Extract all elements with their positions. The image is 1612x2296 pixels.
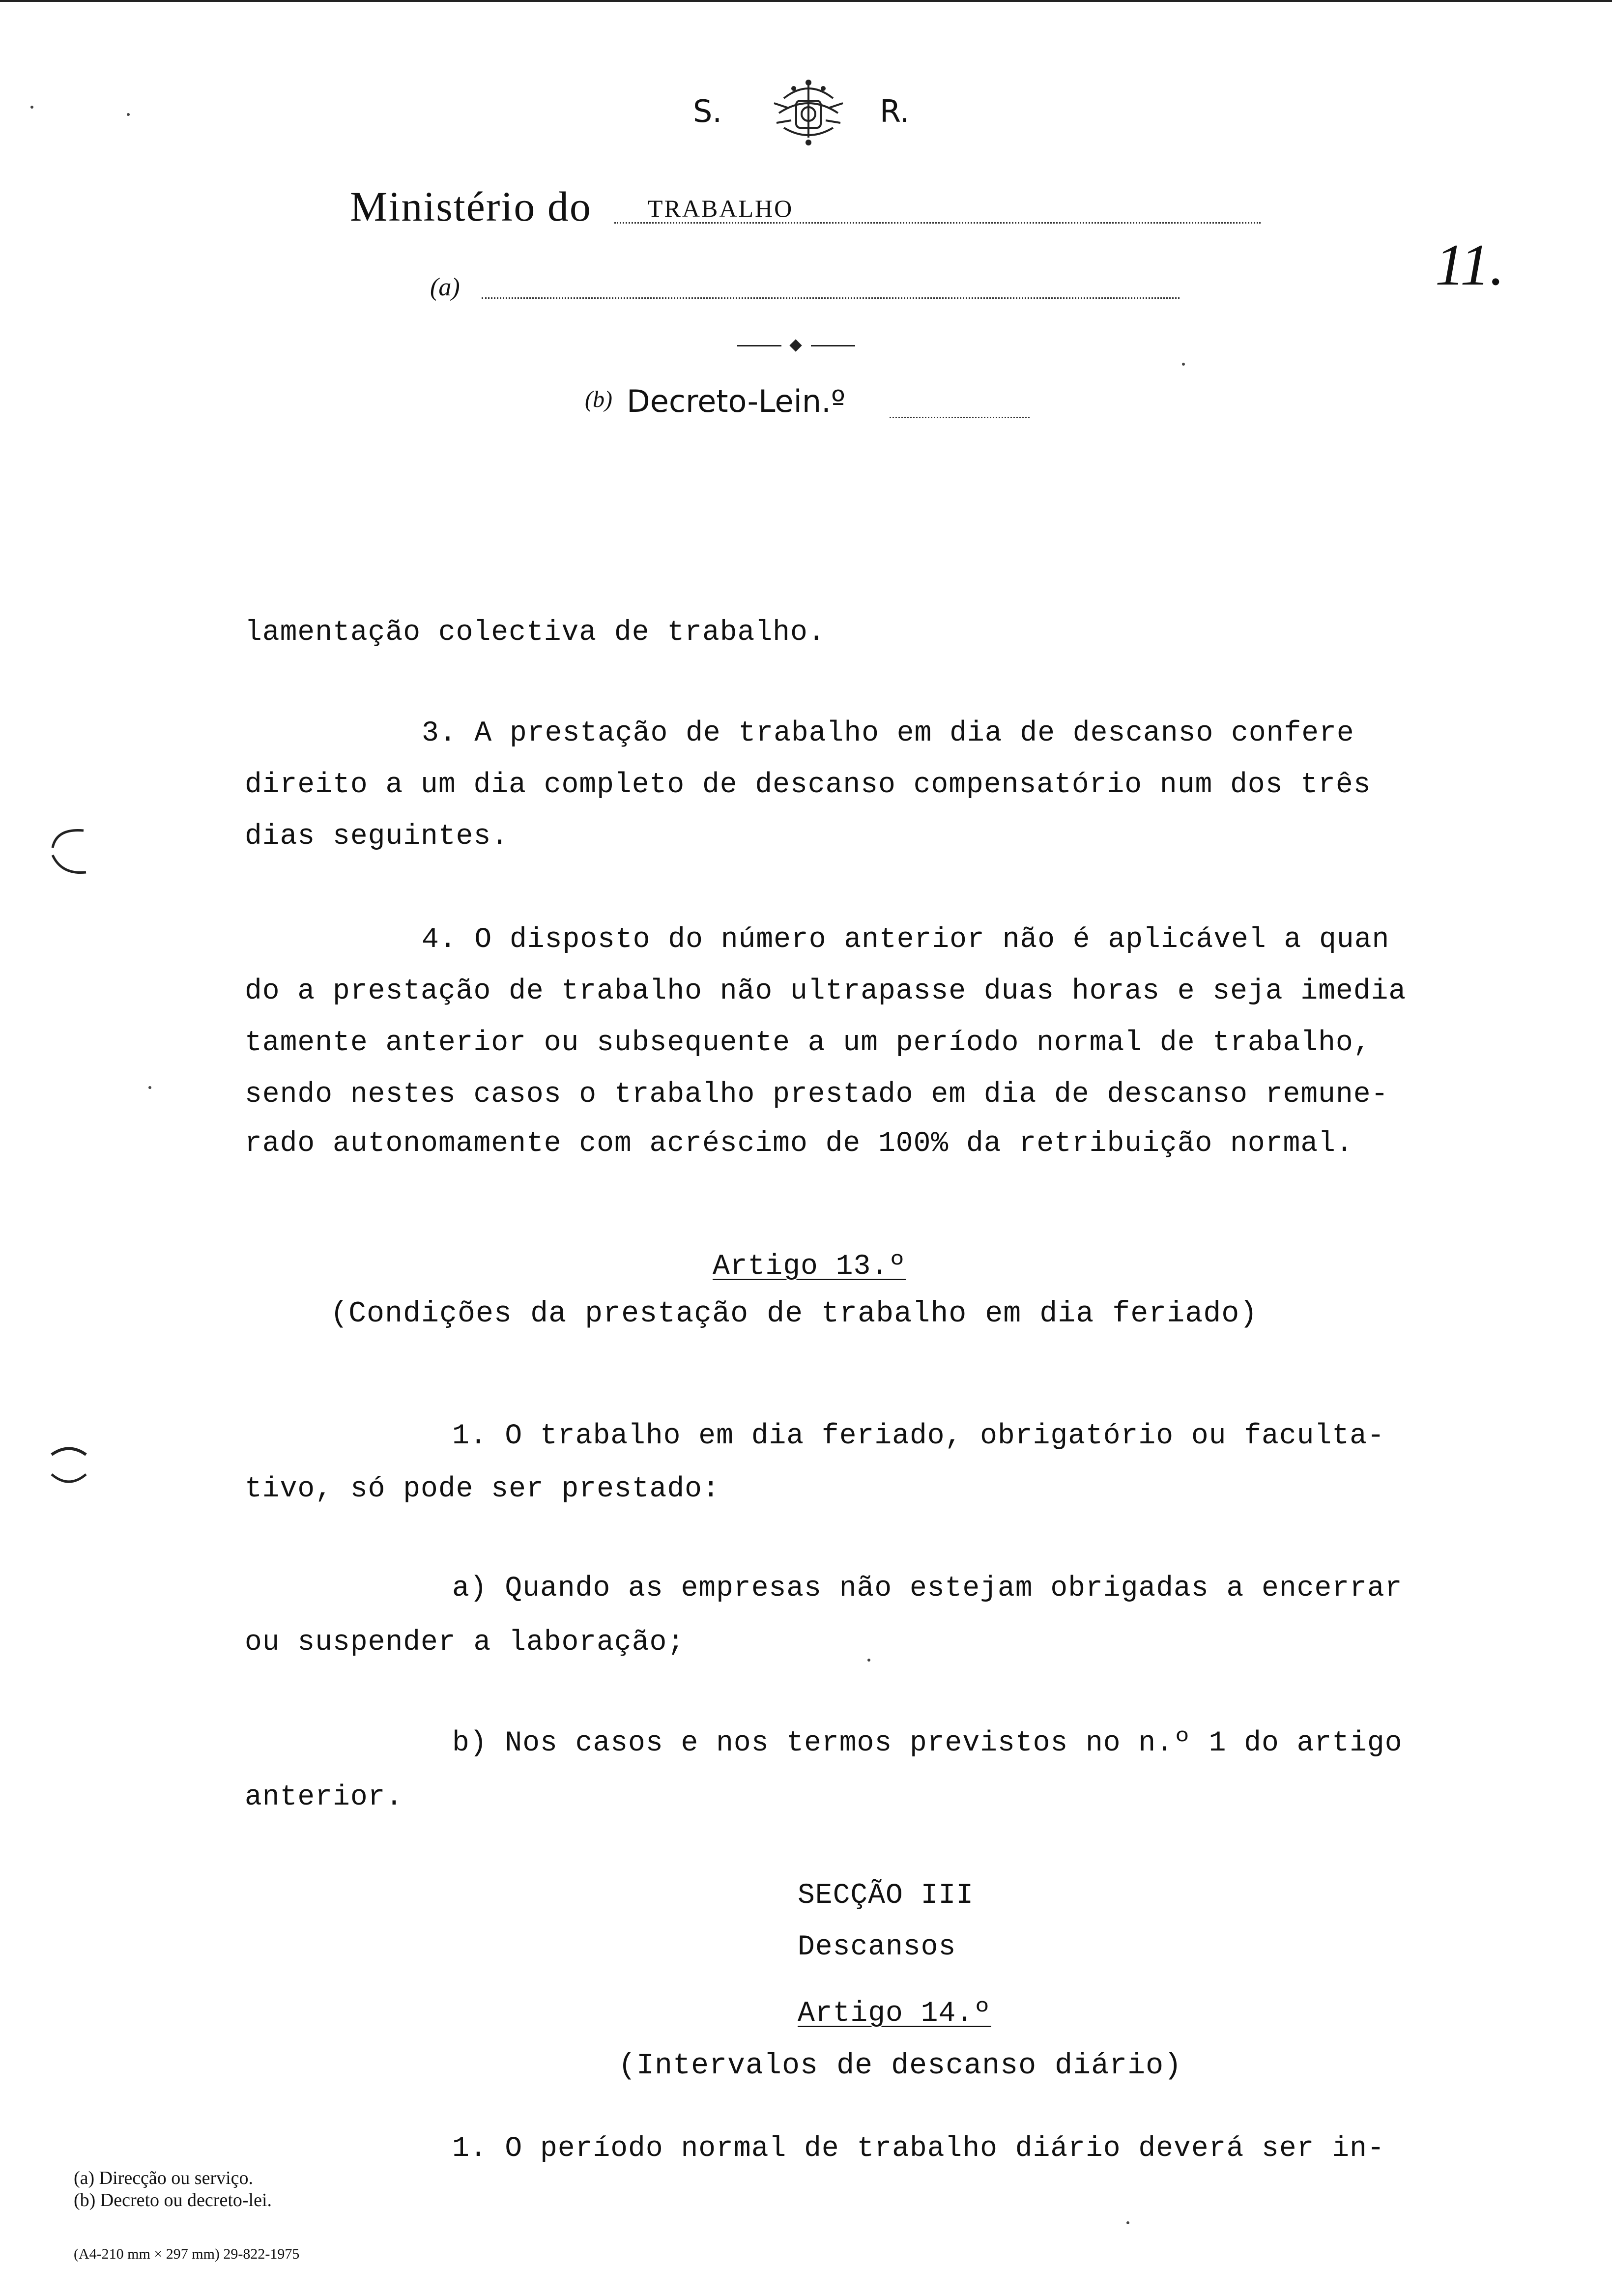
article-13-subtitle: (Condições da prestação de trabalho em dia feriado) bbox=[330, 1297, 1258, 1331]
art13-p1-line-2: tivo, só pode ser prestado: bbox=[245, 1473, 720, 1505]
scan-speck bbox=[1182, 363, 1185, 366]
article-13-title: Artigo 13.º bbox=[713, 1251, 906, 1283]
para-3-line-2: direito a um dia completo de descanso compensatório num dos três bbox=[245, 769, 1371, 801]
scan-speck bbox=[148, 1086, 151, 1089]
divider-right bbox=[811, 345, 855, 346]
para-3-line-3: dias seguintes. bbox=[245, 821, 509, 853]
para-4-line-2: do a prestação de trabalho não ultrapasse duas horas e seja imedia bbox=[245, 976, 1407, 1007]
body-line-1: lamentação colectiva de trabalho. bbox=[245, 617, 826, 649]
footnote-a: (a) Direcção ou serviço. bbox=[74, 2168, 254, 2188]
top-border bbox=[0, 0, 1612, 2]
divider-diamond-icon bbox=[789, 339, 802, 351]
print-info: (A4-210 mm × 297 mm) 29-822-1975 bbox=[74, 2246, 300, 2262]
punch-hole-mark-upper bbox=[47, 826, 91, 880]
divider-left bbox=[737, 345, 781, 346]
a-dotted-line bbox=[482, 297, 1180, 299]
art13-a-line-1: a) Quando as empresas não estejam obrigadas a encerrar bbox=[452, 1573, 1403, 1605]
art14-p1-line-1: 1. O período normal de trabalho diário deverá ser in- bbox=[452, 2133, 1385, 2165]
section-subtitle: Descansos bbox=[798, 1931, 956, 1963]
scan-speck bbox=[127, 113, 130, 116]
coat-of-arms-icon bbox=[764, 74, 853, 147]
para-4-line-5: rado autonomamente com acréscimo de 100% da retribuição normal. bbox=[245, 1128, 1353, 1160]
ministry-prefix: Ministério do bbox=[350, 183, 592, 230]
scan-speck bbox=[30, 106, 33, 109]
header-r: R. bbox=[880, 93, 910, 129]
article-14-title: Artigo 14.º bbox=[798, 1998, 991, 2030]
art13-b-line-1: b) Nos casos e nos termos previstos no n.º 1 do artigo bbox=[452, 1727, 1403, 1759]
decree-dotted-line bbox=[890, 417, 1030, 418]
ministry-name: TRABALHO bbox=[648, 195, 794, 222]
para-4-line-1: 4. O disposto do número anterior não é aplicável a quan bbox=[422, 924, 1390, 956]
section-title: SECÇÃO III bbox=[798, 1880, 974, 1912]
scan-speck bbox=[1126, 2221, 1129, 2224]
a-marker: (a) bbox=[430, 273, 460, 301]
art13-b-line-2: anterior. bbox=[245, 1781, 403, 1813]
footnote-b: (b) Decreto ou decreto-lei. bbox=[74, 2190, 272, 2210]
decree-label: Decreto-Lein.º bbox=[627, 383, 846, 419]
header-s: S. bbox=[693, 93, 722, 129]
art13-a-line-2: ou suspender a laboração; bbox=[245, 1627, 685, 1659]
scan-speck bbox=[867, 1659, 870, 1662]
ministry-dotted-line bbox=[614, 222, 1261, 224]
para-4-line-3: tamente anterior ou subsequente a um período normal de trabalho, bbox=[245, 1027, 1371, 1059]
b-marker: (b) bbox=[585, 386, 612, 412]
punch-hole-mark-lower bbox=[47, 1440, 91, 1494]
art13-p1-line-1: 1. O trabalho em dia feriado, obrigatório ou faculta- bbox=[452, 1420, 1385, 1452]
para-3-line-1: 3. A prestação de trabalho em dia de descanso confere bbox=[422, 718, 1354, 749]
page-number: 11. bbox=[1435, 232, 1505, 297]
article-14-subtitle: (Intervalos de descanso diário) bbox=[618, 2049, 1182, 2083]
para-4-line-4: sendo nestes casos o trabalho prestado em dia de descanso remune- bbox=[245, 1079, 1389, 1111]
